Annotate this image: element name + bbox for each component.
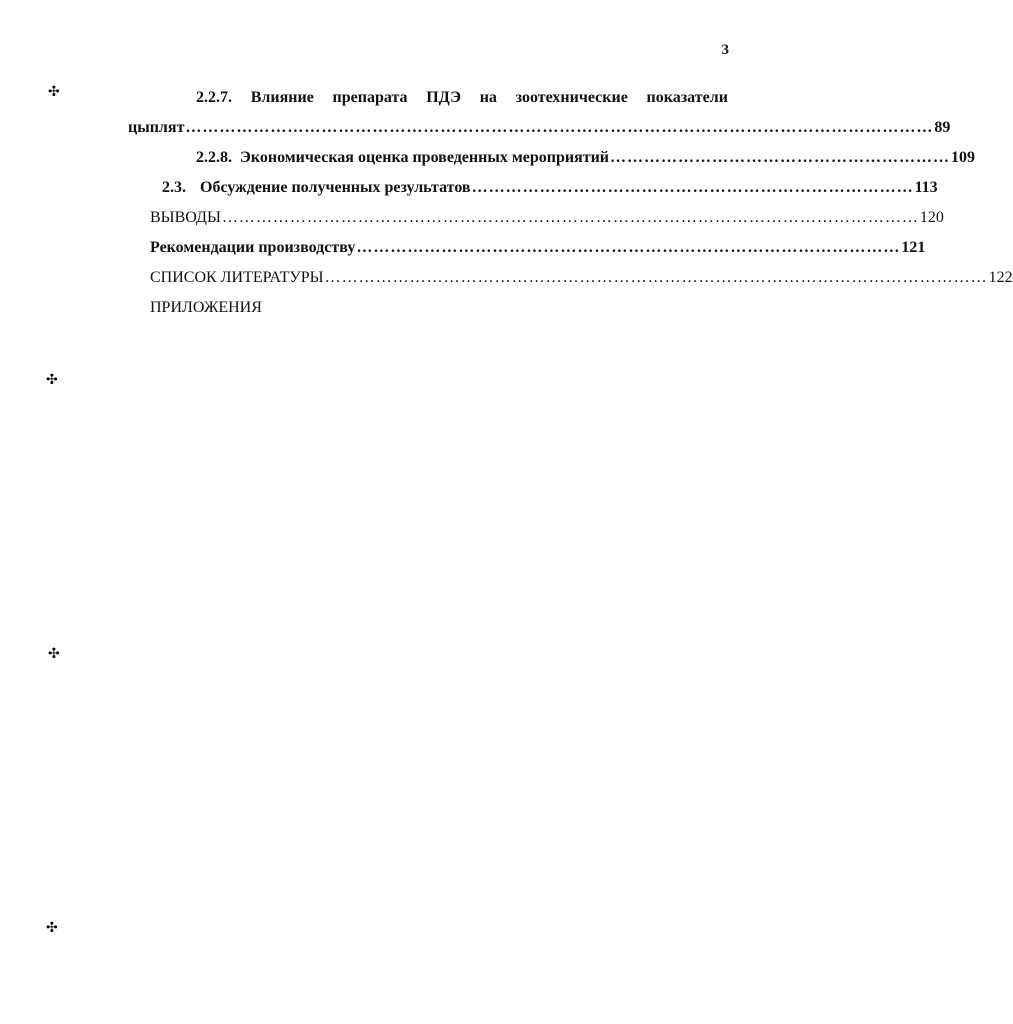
- toc-item-2-2-7-number: 2.2.7.: [196, 89, 232, 106]
- scan-artifact-icon: ✣: [48, 84, 60, 100]
- toc-item-2-3-page: 113: [914, 179, 938, 196]
- toc-leader-dots: ……………………………………………………………………………………………………………: [221, 209, 919, 226]
- scan-artifact-icon: ✣: [46, 372, 58, 388]
- toc-item-recommendations: [150, 238, 926, 258]
- toc-item-2-2-7-word: препарата: [332, 89, 408, 106]
- toc-item-conclusions-page: 120: [919, 209, 944, 226]
- toc-item-conclusions: [150, 208, 944, 228]
- toc-item-2-2-7-word: на: [479, 89, 497, 106]
- toc-item-2-2-8-page: 109: [951, 149, 976, 166]
- toc-item-recommendations-page: 121: [901, 239, 926, 256]
- toc-item-recommendations-title: Рекомендации производству: [150, 239, 356, 256]
- toc-leader-dots: ………………………………………………………………………………………………………: [324, 269, 988, 286]
- toc-leader-dots: ……………………………………………………………………………………: [356, 239, 901, 256]
- toc-item-2-2-7-line2: [128, 118, 951, 138]
- page-number: 3: [721, 42, 729, 58]
- toc-item-appendices: ПРИЛОЖЕНИЯ: [150, 299, 262, 316]
- toc-item-2-2-7-word: Влияние: [250, 89, 314, 106]
- toc-item-2-2-7-word: зоотехнические: [515, 89, 628, 106]
- toc-item-conclusions-title: ВЫВОДЫ: [150, 209, 221, 226]
- toc-item-2-2-7-word: показатели: [646, 89, 728, 106]
- toc-item-2-2-8: [196, 148, 976, 168]
- toc-item-literature: [150, 268, 1013, 288]
- scan-artifact-icon: ✣: [48, 646, 60, 662]
- toc-item-2-2-7-word: ПДЭ: [426, 89, 461, 106]
- scan-artifact-icon: ✣: [46, 920, 58, 936]
- toc-item-2-2-7-page: 89: [934, 119, 951, 136]
- toc-item-2-3: [162, 178, 938, 198]
- toc-item-2-2-7-line1: [196, 88, 728, 108]
- toc-leader-dots: ……………………………………………………………………: [471, 179, 914, 196]
- toc-item-literature-title: СПИСОК ЛИТЕРАТУРЫ: [150, 269, 324, 286]
- toc-item-2-2-8-title: Экономическая оценка проведенных мероприятий: [240, 149, 610, 166]
- table-of-contents: [0, 0, 1013, 340]
- toc-item-2-2-7-continuation: цыплят: [128, 119, 185, 136]
- toc-item-literature-page: 122: [988, 269, 1013, 286]
- toc-item-2-2-8-number: 2.2.8.: [196, 149, 232, 166]
- toc-item-2-3-title: Обсуждение полученных результатов: [200, 179, 471, 196]
- toc-leader-dots: ……………………………………………………………………………………………………………………: [185, 119, 934, 136]
- toc-item-2-3-number: 2.3.: [162, 179, 186, 196]
- toc-leader-dots: ……………………………………………………: [610, 149, 951, 166]
